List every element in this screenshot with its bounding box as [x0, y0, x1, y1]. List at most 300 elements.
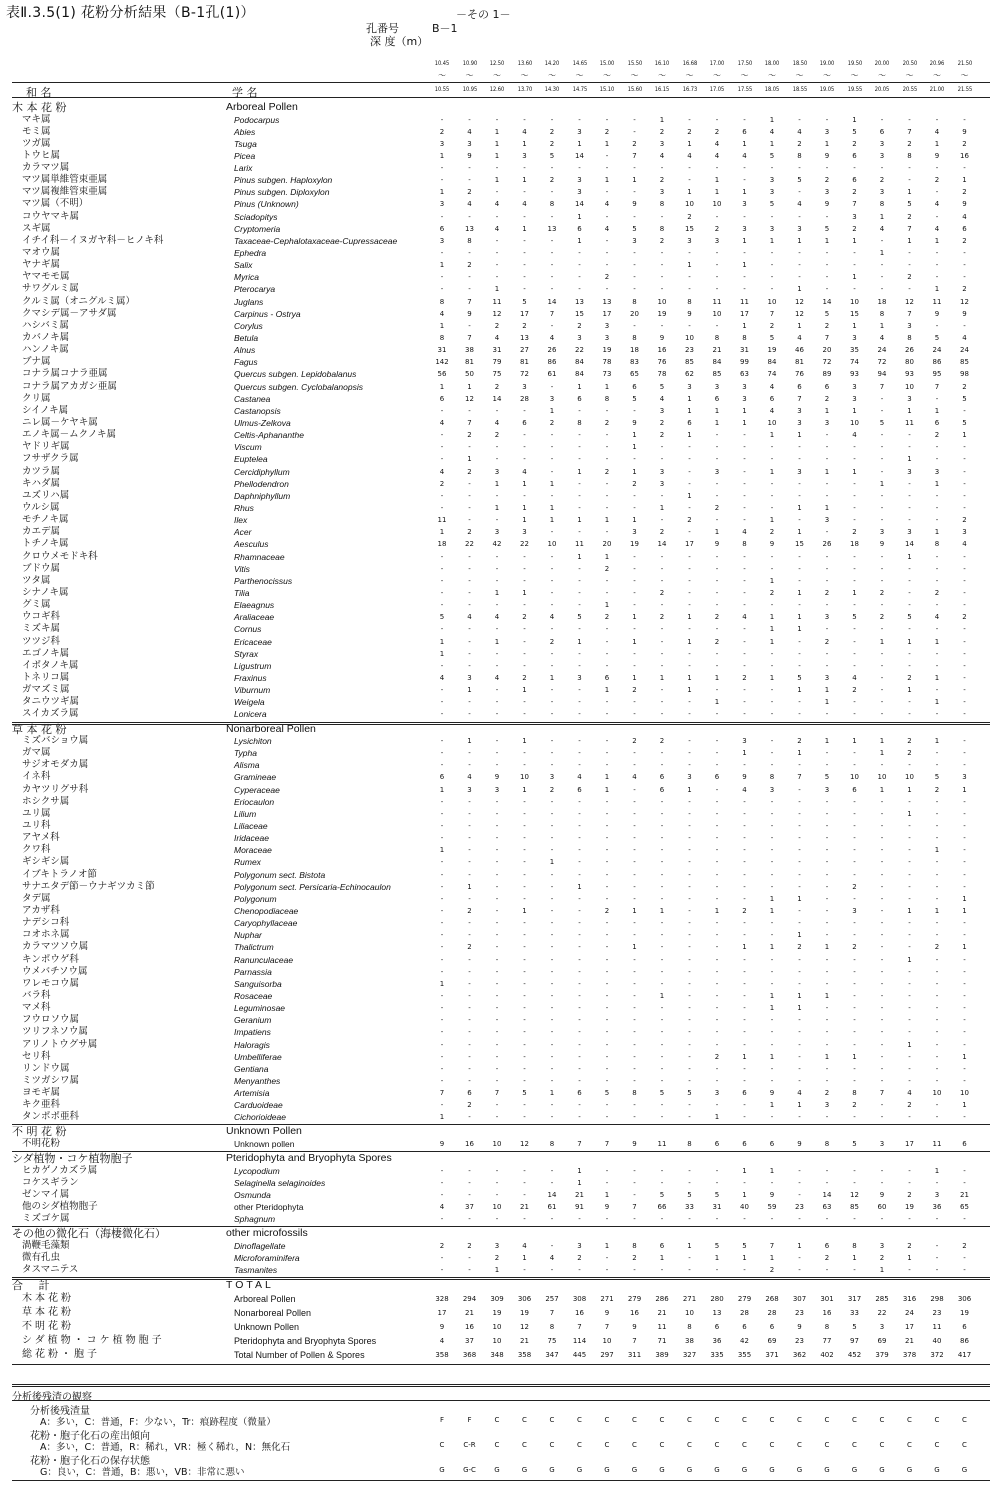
cell-value: 6	[962, 1323, 967, 1332]
cell-value: -	[963, 1076, 966, 1085]
cell-value: 2	[934, 431, 940, 440]
cell-value: 2	[824, 1253, 830, 1262]
row-scientific-name: Parthenocissus	[234, 575, 293, 586]
cell-value: -	[908, 1215, 911, 1224]
cell-value: -	[578, 479, 581, 488]
cell-value: 1	[962, 894, 967, 903]
cell-value: -	[578, 261, 581, 270]
cell-value: -	[468, 1004, 471, 1013]
rule-line	[12, 722, 990, 725]
cell-value: 1	[577, 467, 582, 476]
cell-value: -	[523, 552, 526, 561]
cell-value: 4	[467, 773, 472, 782]
cell-value: 3	[879, 1241, 885, 1250]
cell-value: 4	[494, 419, 500, 427]
cell-value: 4	[467, 200, 472, 209]
cell-value: 7	[769, 309, 775, 318]
cell-value: -	[523, 1113, 526, 1122]
row-japanese-name: ニレ属－ケヤキ属	[22, 417, 98, 428]
cell-value: -	[523, 698, 526, 707]
cell-value: -	[660, 1215, 664, 1224]
cell-value: -	[440, 906, 444, 915]
cell-value: 1	[439, 382, 445, 391]
cell-value: 1	[852, 737, 857, 745]
cell-value: 11	[657, 1323, 667, 1332]
cell-value: 16	[465, 1139, 474, 1148]
totals-header	[0, 1279, 1001, 1292]
cell-value: -	[688, 979, 691, 988]
cell-value: 10	[767, 297, 777, 306]
cell-value: -	[495, 749, 499, 758]
cell-value: 22	[465, 540, 474, 549]
cell-value: 22	[520, 540, 529, 549]
row-japanese-name: トネリコ属	[22, 671, 70, 683]
cell-value: 2	[934, 588, 940, 597]
cell-value: 1	[962, 906, 967, 915]
cell-value: -	[523, 1101, 526, 1110]
cell-value: -	[825, 1166, 829, 1175]
cell-value: 7	[467, 334, 472, 343]
cell-value: 1	[852, 236, 857, 245]
cell-value: -	[633, 979, 636, 988]
row-scientific-name: Podocarpus	[234, 114, 280, 125]
observation-value: C	[824, 1416, 830, 1424]
cell-value: -	[605, 261, 609, 270]
cell-value: -	[688, 749, 691, 758]
cell-value: -	[880, 552, 884, 561]
cell-value: 4	[742, 785, 747, 794]
cell-value: 10	[492, 1337, 502, 1346]
cell-value: 2	[659, 236, 665, 245]
cell-value: -	[495, 809, 499, 818]
cell-value: -	[495, 625, 499, 634]
cell-value: -	[880, 809, 884, 818]
depth-top-value: 19.50	[847, 60, 862, 67]
cell-value: 1	[522, 906, 527, 915]
cell-value: -	[468, 1016, 471, 1025]
cell-value: -	[468, 955, 471, 964]
cell-value: -	[468, 894, 471, 903]
cell-value: -	[550, 261, 554, 270]
cell-value: -	[633, 406, 636, 415]
cell-value: -	[825, 749, 829, 758]
cell-value: 3	[769, 176, 775, 185]
row-japanese-name: マツ属単維管束亜属	[22, 174, 108, 186]
table-row	[0, 114, 1001, 126]
cell-value: -	[550, 443, 554, 452]
cell-value: 1	[714, 673, 720, 682]
observation-value: C	[907, 1441, 912, 1449]
cell-value: -	[550, 528, 554, 537]
cell-value: 4	[797, 1089, 802, 1098]
cell-value: 327	[682, 1351, 697, 1360]
cell-value: -	[578, 1266, 581, 1275]
cell-value: -	[935, 749, 939, 758]
cell-value: 1	[797, 931, 802, 940]
cell-value: 5	[522, 297, 527, 306]
cell-value: -	[743, 698, 746, 707]
row-japanese-name: キハダ属	[22, 477, 61, 489]
cell-value: -	[880, 261, 884, 270]
cell-value: 8	[687, 1139, 692, 1148]
cell-value: -	[880, 1028, 884, 1037]
row-scientific-name: Osmunda	[234, 1189, 271, 1200]
cell-value: -	[963, 164, 966, 173]
cell-value: -	[963, 919, 966, 928]
row-japanese-name: マキ属	[22, 113, 51, 125]
cell-value: -	[908, 1052, 911, 1061]
cell-value: -	[688, 821, 691, 830]
cell-value: 74	[767, 370, 777, 379]
cell-value: 1	[742, 1166, 747, 1175]
cell-value: -	[495, 846, 499, 855]
cell-value: -	[550, 809, 554, 818]
cell-value: -	[578, 1052, 581, 1061]
cell-value: -	[578, 1113, 581, 1122]
cell-value: 3	[879, 1323, 885, 1332]
cell-value: -	[688, 588, 691, 597]
cell-value: 3	[687, 382, 692, 391]
cell-value: 36	[712, 1337, 722, 1346]
cell-value: 1	[907, 809, 912, 818]
cell-value: -	[550, 882, 554, 891]
cell-value: -	[495, 797, 499, 806]
cell-value: 2	[907, 212, 912, 221]
cell-value: -	[963, 797, 966, 806]
cell-value: -	[908, 991, 911, 1000]
cell-value: -	[853, 894, 856, 903]
cell-value: -	[523, 1166, 526, 1175]
cell-value: -	[743, 625, 746, 634]
cell-value: 1	[439, 261, 445, 270]
cell-value: 1	[797, 1241, 802, 1250]
cell-value: -	[935, 1101, 939, 1110]
cell-value: 2	[962, 516, 967, 525]
cell-value: -	[798, 1178, 801, 1187]
cell-value: -	[578, 797, 581, 806]
cell-value: 27	[520, 346, 529, 355]
cell-value: -	[440, 809, 444, 818]
cell-value: 23	[685, 346, 694, 355]
cell-value: -	[825, 479, 829, 488]
table-row	[0, 441, 1001, 453]
cell-value: 4	[934, 224, 940, 233]
cell-value: 306	[517, 1295, 532, 1304]
cell-value: 2	[879, 613, 885, 622]
depth-top-value: 16.68	[682, 60, 697, 67]
cell-value: -	[633, 1028, 636, 1037]
cell-value: 6	[714, 1323, 720, 1332]
cell-value: -	[743, 858, 746, 867]
cell-value: 76	[657, 358, 667, 367]
cell-value: 2	[824, 321, 830, 330]
cell-value: -	[963, 1016, 966, 1025]
cell-value: 1	[494, 503, 500, 512]
cell-value: -	[688, 661, 691, 670]
cell-value: 1	[439, 649, 445, 658]
cell-value: -	[578, 943, 581, 952]
cell-value: 7	[632, 151, 637, 160]
cell-value: 1	[879, 321, 885, 330]
cell-value: -	[468, 858, 471, 867]
row-scientific-name: Weigela	[234, 697, 265, 708]
cell-value: 1	[769, 1166, 775, 1175]
cell-value: -	[495, 212, 499, 221]
cell-value: -	[633, 249, 636, 258]
cell-value: 9	[604, 1309, 610, 1318]
cell-value: 31	[492, 346, 502, 355]
cell-value: 9	[769, 1190, 775, 1199]
cell-value: 1	[742, 321, 747, 330]
row-japanese-name: 不明花粉	[22, 1137, 61, 1149]
cell-value: 24	[905, 1309, 914, 1318]
cell-value: -	[688, 991, 691, 1000]
cell-value: -	[880, 406, 884, 415]
cell-value: -	[660, 491, 664, 500]
cell-value: 2	[604, 419, 610, 427]
cell-value: 1	[852, 321, 857, 330]
cell-value: -	[578, 846, 581, 855]
cell-value: -	[908, 1178, 911, 1187]
cell-value: -	[468, 212, 471, 221]
cell-value: 1	[742, 419, 747, 427]
cell-value: -	[605, 931, 609, 940]
cell-value: -	[688, 1166, 691, 1175]
observation-legend: A：多い，C：普通，R：稀れ，VR：極く稀れ，N：無化石	[40, 1442, 291, 1453]
table-row	[0, 856, 1001, 868]
cell-value: -	[578, 834, 581, 843]
row-japanese-name: アヤメ科	[22, 832, 60, 844]
cell-value: 5	[797, 176, 802, 185]
cell-value: 1	[852, 406, 857, 415]
cell-value: -	[468, 710, 471, 719]
cell-value: -	[715, 919, 719, 928]
cell-value: -	[605, 249, 609, 258]
cell-value: -	[688, 919, 691, 928]
cell-value: -	[798, 785, 801, 794]
cell-value: -	[523, 285, 526, 294]
row-scientific-name: Alnus	[234, 345, 256, 356]
cell-value: 2	[714, 224, 720, 233]
cell-value: -	[468, 249, 471, 258]
cell-value: 1	[467, 882, 472, 891]
cell-value: 7	[907, 127, 912, 136]
cell-value: 268	[765, 1295, 779, 1304]
cell-value: 3	[797, 419, 802, 427]
table-row	[0, 1111, 1001, 1123]
cell-value: -	[908, 846, 911, 855]
cell-value: -	[853, 919, 856, 928]
cell-value: 2	[907, 749, 912, 758]
cell-value: 2	[494, 321, 500, 330]
cell-value: -	[963, 821, 966, 830]
totals-row	[0, 1306, 1001, 1320]
cell-value: -	[550, 1052, 554, 1061]
cell-value: -	[633, 564, 636, 573]
cell-value: 93	[850, 370, 859, 379]
cell-value: -	[468, 870, 471, 879]
depth-bottom-value: 20.55	[902, 86, 917, 93]
cell-value: -	[853, 1215, 856, 1224]
cell-value: -	[550, 285, 554, 294]
cell-value: 1	[742, 261, 747, 270]
cell-value: -	[908, 834, 911, 843]
cell-value: -	[963, 625, 966, 634]
cell-value: -	[440, 1215, 444, 1224]
cell-value: -	[633, 1040, 636, 1049]
cell-value: 1	[522, 588, 527, 597]
cell-value: -	[523, 273, 526, 282]
cell-value: -	[495, 698, 499, 707]
table-row	[0, 808, 1001, 820]
cell-value: -	[523, 1004, 526, 1013]
cell-value: 4	[522, 467, 527, 476]
observation-value: C	[549, 1416, 555, 1424]
cell-value: 10	[850, 297, 859, 306]
cell-value: -	[605, 1253, 609, 1262]
cell-value: 1	[934, 406, 940, 415]
table-row	[0, 174, 1001, 186]
totals-japanese-title: 合 計	[12, 1279, 56, 1293]
row-scientific-name: Aesculus	[234, 539, 269, 550]
cell-value: -	[880, 991, 884, 1000]
cell-value: -	[935, 991, 939, 1000]
table-row	[0, 893, 1001, 905]
cell-value: -	[963, 661, 966, 670]
cell-value: -	[770, 821, 774, 830]
cell-value: 9	[632, 1323, 637, 1332]
cell-value: -	[935, 967, 939, 976]
cell-value: -	[550, 588, 554, 597]
cell-value: 1	[604, 1241, 610, 1250]
cell-value: -	[935, 1178, 939, 1187]
cell-value: -	[963, 870, 966, 879]
cell-value: -	[468, 516, 471, 525]
cell-value: -	[935, 858, 939, 867]
cell-value: -	[578, 588, 581, 597]
cell-value: -	[853, 1178, 856, 1187]
cell-value: -	[743, 686, 746, 695]
cell-value: -	[605, 919, 609, 928]
cell-value: -	[715, 212, 719, 221]
cell-value: -	[935, 955, 939, 964]
row-japanese-name: カヤツリグサ科	[22, 783, 89, 795]
cell-value: -	[963, 698, 966, 707]
cell-value: 5	[824, 309, 830, 318]
cell-value: -	[908, 625, 911, 634]
cell-value: 3	[852, 334, 857, 343]
cell-value: -	[770, 649, 774, 658]
cell-value: -	[440, 1190, 444, 1199]
cell-value: 23	[795, 1309, 804, 1318]
cell-value: 40	[932, 1337, 942, 1346]
cell-value: -	[633, 1076, 636, 1085]
cell-value: -	[963, 503, 966, 512]
cell-value: 33	[850, 1309, 859, 1318]
cell-value: 371	[765, 1351, 779, 1360]
cell-value: -	[633, 797, 636, 806]
row-japanese-name: ハシバミ属	[22, 319, 69, 331]
cell-value: -	[963, 846, 966, 855]
cell-value: -	[660, 761, 664, 770]
cell-value: 1	[687, 394, 692, 403]
cell-value: -	[743, 479, 746, 488]
row-japanese-name: バラ科	[22, 989, 51, 1001]
cell-value: -	[550, 188, 554, 197]
cell-value: -	[440, 552, 444, 561]
cell-value: 2	[687, 516, 692, 525]
cell-value: -	[605, 1052, 609, 1061]
cell-value: -	[908, 967, 911, 976]
cell-value: -	[825, 1178, 829, 1187]
cell-value: -	[550, 943, 554, 952]
cell-value: 3	[549, 773, 555, 782]
cell-value: -	[770, 1215, 774, 1224]
cell-value: -	[578, 1215, 581, 1224]
cell-value: -	[550, 467, 554, 476]
row-scientific-name: Pterocarya	[234, 284, 276, 295]
row-scientific-name: Viburnum	[234, 685, 271, 696]
cell-value: -	[660, 552, 664, 561]
cell-value: 2	[632, 479, 637, 488]
cell-value: 1	[962, 1101, 967, 1110]
cell-value: -	[825, 455, 829, 464]
cell-value: 2	[659, 528, 665, 537]
depth-bottom-value: 19.05	[819, 86, 835, 93]
cell-value: -	[935, 115, 939, 124]
cell-value: -	[743, 576, 746, 585]
table-row	[0, 660, 1001, 672]
cell-value: 6	[439, 394, 445, 403]
depth-top-value: 14.20	[544, 60, 560, 67]
cell-value: -	[578, 443, 581, 452]
cell-value: 5	[742, 1241, 747, 1250]
cell-value: -	[715, 943, 719, 952]
cell-value: 3	[879, 1139, 885, 1148]
row-scientific-name: Alisma	[234, 760, 260, 771]
cell-value: -	[880, 164, 884, 173]
cell-value: 1	[687, 637, 692, 646]
cell-value: 1	[769, 637, 775, 646]
cell-value: -	[715, 516, 719, 525]
cell-value: 12	[850, 1190, 859, 1199]
table-row	[0, 162, 1001, 174]
cell-value: 1	[824, 943, 830, 952]
cell-value: -	[440, 661, 444, 670]
row-japanese-name: キンポウゲ科	[22, 953, 79, 965]
cell-value: 1	[522, 139, 527, 148]
cell-value: 5	[797, 673, 802, 682]
cell-value: -	[468, 931, 471, 940]
cell-value: -	[440, 1253, 444, 1262]
rule-line	[12, 1400, 990, 1401]
row-japanese-name: ハンノキ属	[22, 344, 69, 356]
cell-value: -	[715, 1016, 719, 1025]
cell-value: -	[468, 491, 471, 500]
cell-value: -	[468, 601, 471, 610]
table-row	[0, 759, 1001, 771]
cell-value: -	[798, 821, 801, 830]
row-japanese-name: イチイ科－イヌガヤ科－ヒノキ科	[22, 234, 164, 246]
cell-value: -	[495, 236, 499, 245]
cell-value: -	[715, 321, 719, 330]
cell-value: -	[523, 710, 526, 719]
cell-value: -	[935, 1052, 939, 1061]
cell-value: -	[495, 273, 499, 282]
cell-value: -	[550, 979, 554, 988]
cell-value: -	[853, 1113, 856, 1122]
cell-value: -	[688, 809, 691, 818]
